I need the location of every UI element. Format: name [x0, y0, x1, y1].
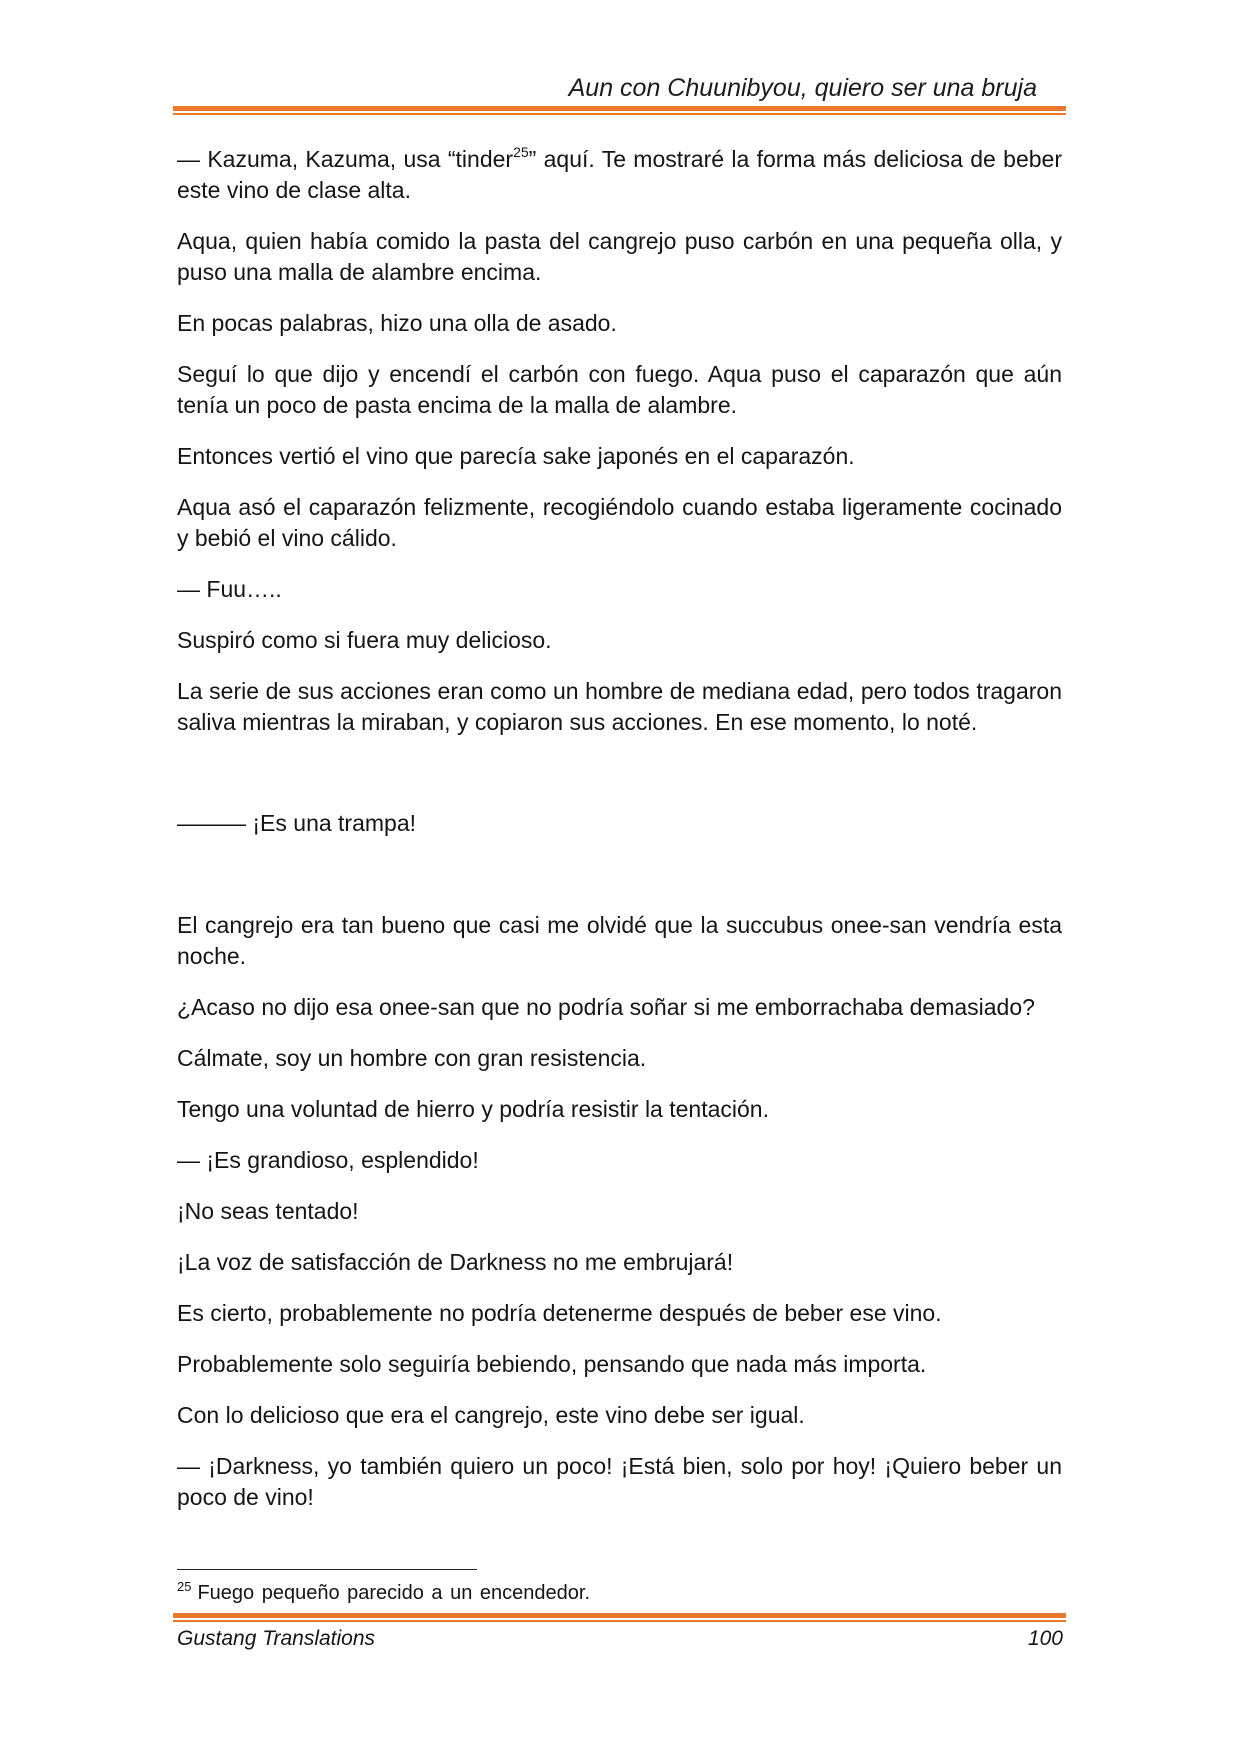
paragraph-text: ” aquí. Te mostraré la forma más deliciosa de beber este vino de clase alta.: [177, 146, 1062, 203]
body-paragraph: Suspiró como si fuera muy delicioso.: [177, 627, 552, 653]
body-paragraph: — ¡Darkness, yo también quiero un poco! ¡Está bien, solo por hoy! ¡Quiero beber un poco de vino!: [177, 1453, 1062, 1510]
footer-rule: [173, 1613, 1066, 1618]
body-paragraph: Seguí lo que dijo y encendí el carbón con fuego. Aqua puso el caparazón que aún tenía un poco de pasta encima de la malla de alambre.: [177, 361, 1062, 418]
body-paragraph: ¡No seas tentado!: [177, 1198, 359, 1224]
footnote: [177, 1581, 590, 1605]
body-paragraph: Aqua asó el caparazón felizmente, recogiéndolo cuando estaba ligeramente cocinado y bebió el vino cálido.: [177, 494, 1062, 551]
body-paragraph: ¡La voz de satisfacción de Darkness no me embrujará!: [177, 1249, 734, 1275]
body-paragraph: Cálmate, soy un hombre con gran resistencia.: [177, 1045, 647, 1071]
body-paragraph: Entonces vertió el vino que parecía sake japonés en el caparazón.: [177, 443, 855, 469]
body-text: [177, 144, 1062, 1533]
page-number: 100: [1027, 1627, 1063, 1650]
body-paragraph: En pocas palabras, hizo una olla de asado.: [177, 310, 617, 336]
body-paragraph: Tengo una voluntad de hierro y podría resistir la tentación.: [177, 1096, 769, 1122]
body-paragraph: Probablemente solo seguiría bebiendo, pensando que nada más importa.: [177, 1351, 927, 1377]
body-paragraph: [177, 144, 1062, 206]
footnote-number: 25: [177, 1579, 192, 1594]
running-header-title: Aun con Chuunibyou, quiero ser una bruja: [568, 74, 1037, 102]
body-paragraph: — ¡Es grandioso, esplendido!: [177, 1147, 479, 1173]
scene-break-paragraph: ——— ¡Es una trampa!: [177, 810, 417, 836]
footnote-separator: [177, 1569, 477, 1570]
body-paragraph: La serie de sus acciones eran como un hombre de mediana edad, pero todos tragaron saliva mientras la miraban, y copiaron sus acciones. En ese momento, lo noté.: [177, 678, 1062, 735]
footer-credit: Gustang Translations: [177, 1627, 376, 1650]
header-rule: [173, 106, 1066, 111]
body-paragraph: El cangrejo era tan bueno que casi me olvidé que la succubus onee-san vendría esta noche.: [177, 912, 1062, 969]
body-paragraph: Con lo delicioso que era el cangrejo, este vino debe ser igual.: [177, 1402, 805, 1428]
body-paragraph: Aqua, quien había comido la pasta del cangrejo puso carbón en una pequeña olla, y puso una malla de alambre encima.: [177, 228, 1062, 285]
body-paragraph: ¿Acaso no dijo esa onee-san que no podría soñar si me emborrachaba demasiado?: [177, 994, 1035, 1020]
header-rule-thin: [173, 113, 1066, 115]
footer-rule-thin: [173, 1620, 1066, 1622]
footnote-reference: 25: [513, 144, 529, 160]
body-paragraph: Es cierto, probablemente no podría detenerme después de beber ese vino.: [177, 1300, 942, 1326]
body-paragraph: — Fuu…..: [177, 576, 282, 602]
footnote-text: Fuego pequeño parecido a un encendedor.: [197, 1582, 591, 1604]
paragraph-text: — Kazuma, Kazuma, usa “tinder: [177, 146, 514, 172]
